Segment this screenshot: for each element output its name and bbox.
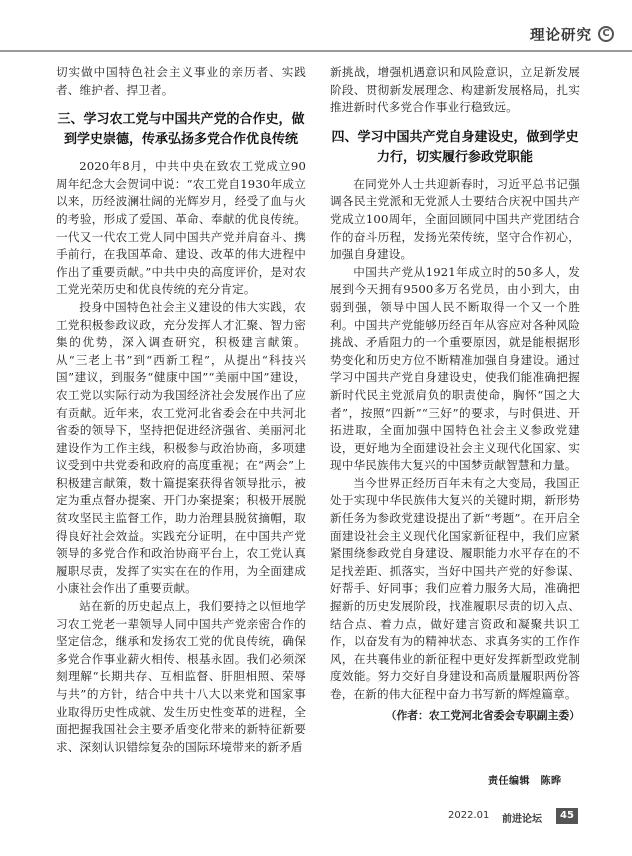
paragraph-continued: 切实做中国特色社会主义事业的亲历者、实践者、维护者、捍卫者。 [56, 65, 306, 97]
paragraph-continued: 新挑战，增强机遇意识和风险意识，立足新发展阶段、贯彻新发展理念、构建新发展格局，扎实推进新时代多党合作事业行稳致远。 [330, 65, 580, 115]
paragraph: 中国共产党从1921年成立时的50多人，发展到今天拥有9500多万名党员，由小到大，由弱到强，领导中国人民不断取得一个又一个胜利。中国共产党能够历经百年从容应对各种风险挑战、矛盾阻力的一个重要原因，就是能根据形势变化和历史方位不断精准加强自身建设。通过学习中国共产党自身建设史，使我们能准确把握新时代民主党派肩负的职责使命，胸怀“国之大者”，按照“四新”“三好”的要求，与时俱进、开拓进取，全面加强中国特色社会主义参政党建设，更好地为全面建设社会主义现代化国家、实现中华民族伟大复兴的中国梦贡献智慧和力量。 [330, 264, 580, 473]
paragraph: 2020年8月，中共中央在致农工党成立90周年纪念大会贺词中说：“农工党自1930年成立以来，历经波澜壮阔的光辉岁月，经受了血与火的考验，形成了爱国、革命、奉献的优良传统。一代又一代农工党人同中国共产党并肩奋斗、携手前行，在我国革命、建设、改革的伟大进程中作出了重要贡献。”中共中央的高度评价，是对农工党光荣历史和优良传统的充分肯定。 [56, 159, 306, 297]
header-divider [0, 50, 632, 52]
section-heading-4: 四、学习中国共产党自身建设史，做到学史力行，切实履行参政党职能 [331, 129, 579, 165]
issue-number: 2022.01 [448, 810, 490, 821]
paragraph: 在同党外人士共迎新春时，习近平总书记强调各民主党派和无党派人士要结合庆祝中国共产党成立100周年，全面回顾同中国共产党团结合作的奋斗历程，发扬光荣传统，坚守合作初心，加强自身建设。 [330, 176, 580, 262]
responsible-editor: 责任编辑 陈晔 [488, 776, 562, 787]
section-title: 理论研究 [530, 27, 592, 44]
circle-c-icon: C [598, 26, 614, 42]
left-column [56, 64, 306, 756]
paragraph: 投身中国特色社会主义建设的伟大实践，农工党积极参政议政，充分发挥人才汇聚、智力密集的优势，深入调查研究，积极建言献策。从“三老上书”到“西新工程”，从提出“科技兴国”建议，到服务“健康中国”“美丽中国”建设，农工党以实际行动为我国经济社会发展作出了应有贡献。近年来，农工党河北省委会在中共河北省委的领导下，坚持把促进经济强省、美丽河北建设作为工作主线，积极参与政治协商，多项建议受到中共党委和政府的高度重视；在“两会”上积极建言献策，数十篇提案获得省领导批示，被定为重点督办提案、开门办案提案；积极开展脱贫攻坚民主监督工作，助力治理县脱贫摘帽，取得良好社会效益。实践充分证明，在中国共产党领导的多党合作和政治协商平台上，农工党认真履职尽责，发挥了实实在在的作用，为全面建成小康社会作出了重要贡献。 [56, 299, 306, 596]
paragraph: 当今世界正经历百年未有之大变局，我国正处于实现中华民族伟大复兴的关键时期，新形势新任务为参政党建设提出了新“考题”。在开启全面建设社会主义现代化国家新征程中，我们应紧紧围绕参政党自身建设、履职能力水平存在的不足找差距、抓落实，当好中国共产党的好参谋、好帮手、好同事；我们应着力服务大局，准确把握新的历史发展阶段，找准履职尽责的切入点、结合点、着力点，做好建言资政和凝聚共识工作，以奋发有为的精神状态、求真务实的工作作风，在共襄伟业的新征程中更好发挥新型政党制度效能。努力交好自身建设和高质量履职两份答卷，在新的伟大征程中奋力书写新的辉煌篇章。 [330, 475, 580, 701]
page-number: 45 [556, 808, 578, 824]
page-footer [0, 808, 632, 828]
paragraph: 站在新的历史起点上，我们要持之以恒地学习农工党老一辈领导人同中国共产党亲密合作的坚定信念，继承和发扬农工党的优良传统，确保多党合作事业薪火相传、根基永固。我们必须深刻理解“长期共存、互相监督、肝胆相照、荣辱与共”的方针，结合中共十八大以来党和国家事业取得历史性成就、发生历史性变革的进程，全面把握我国社会主要矛盾变化带来的新特征新要求、深刻认识错综复杂的国际环境带来的新矛盾 [56, 599, 306, 754]
journal-name: 前进论坛 [502, 814, 542, 825]
right-column [330, 64, 580, 724]
section-heading-3: 三、学习农工党与中国共产党的合作史，做到学史崇德，传承弘扬多党合作优良传统 [57, 112, 305, 148]
author-credit: （作者：农工党河北省委会专职副主委） [385, 708, 580, 722]
section-header [530, 24, 614, 44]
